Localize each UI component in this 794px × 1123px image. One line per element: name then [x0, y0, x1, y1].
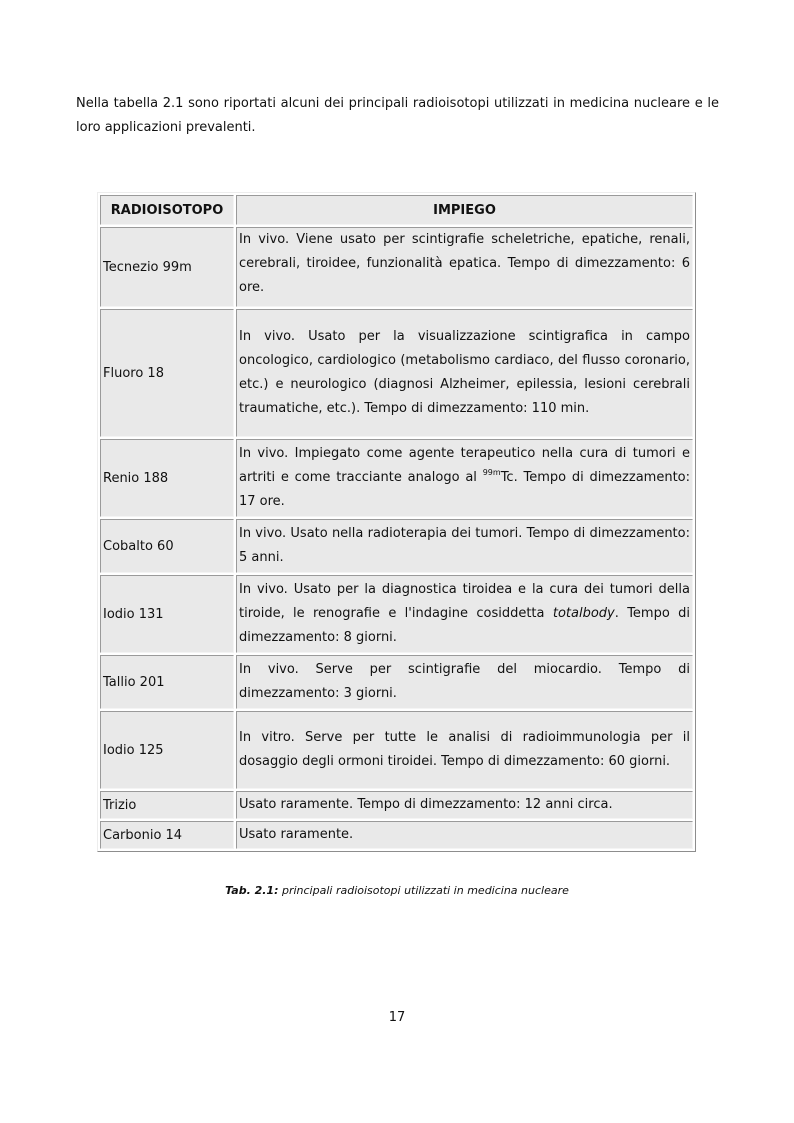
page-number: 17 — [388, 1010, 406, 1025]
isotope-usage: In vivo. Serve per scintigrafie del miocardio. Tempo di dimezzamento: 3 giorni. — [236, 655, 693, 709]
header-radioisotopo: RADIOISOTOPO — [100, 195, 234, 225]
intro-paragraph: Nella tabella 2.1 sono riportati alcuni dei principali radioisotopi utilizzati in medicina nucleare e le loro applicazioni prevalenti. — [76, 96, 719, 135]
isotope-name: Cobalto 60 — [100, 519, 234, 573]
table-row — [100, 791, 693, 819]
table-row — [100, 309, 693, 437]
isotope-usage: Usato raramente. — [236, 821, 693, 849]
caption-text: principali radioisotopi utilizzati in medicina nucleare — [278, 884, 569, 897]
isotope-name: Iodio 125 — [100, 711, 234, 789]
table-row — [100, 821, 693, 849]
table-caption — [0, 884, 794, 897]
isotope-name: Fluoro 18 — [100, 309, 234, 437]
isotope-name: Iodio 131 — [100, 575, 234, 653]
isotope-name: Trizio — [100, 791, 234, 819]
isotope-usage: In vivo. Usato per la visualizzazione scintigrafica in campo oncologico, cardiologico (metabolismo cardiaco, del flusso coronario, etc.) e neurologico (diagnosi Alzheimer, epilessia, lesioni cerebrali traumatiche, etc.). Tempo di dimezzamento: 110 min. — [236, 309, 693, 437]
table-header-row — [100, 195, 693, 225]
usage-italic-term: totalbody — [552, 606, 615, 621]
isotope-usage — [236, 439, 693, 517]
header-impiego: IMPIEGO — [236, 195, 693, 225]
mass-number-superscript: 99m — [482, 468, 501, 477]
table-row — [100, 575, 693, 653]
radioisotope-table-container — [97, 192, 696, 852]
usage-text-after: . Tempo di dimezzamento: 8 giorni. — [239, 606, 690, 645]
table-row — [100, 519, 693, 573]
isotope-name: Tecnezio 99m — [100, 227, 234, 307]
table-row — [100, 227, 693, 307]
usage-text-before: In vivo. Impiegato come agente terapeutico nella cura di tumori e artriti e come tracciante analogo al — [239, 446, 690, 485]
isotope-usage — [236, 575, 693, 653]
usage-text-before: In vivo. Usato per la diagnostica tiroidea e la cura dei tumori della tiroide, le renografie e l'indagine cosiddetta — [239, 582, 690, 621]
table-row — [100, 655, 693, 709]
usage-text-after: Tc. Tempo di dimezzamento: 17 ore. — [239, 470, 690, 509]
isotope-usage: In vivo. Usato nella radioterapia dei tumori. Tempo di dimezzamento: 5 anni. — [236, 519, 693, 573]
isotope-usage: In vitro. Serve per tutte le analisi di radioimmunologia per il dosaggio degli ormoni tiroidei. Tempo di dimezzamento: 60 giorni. — [236, 711, 693, 789]
isotope-name: Carbonio 14 — [100, 821, 234, 849]
isotope-usage: In vivo. Viene usato per scintigrafie scheletriche, epatiche, renali, cerebrali, tiroidee, funzionalità epatica. Tempo di dimezzamento: 6 ore. — [236, 227, 693, 307]
isotope-name: Tallio 201 — [100, 655, 234, 709]
caption-label: Tab. 2.1: — [225, 884, 279, 897]
radioisotope-table — [97, 192, 696, 852]
isotope-name: Renio 188 — [100, 439, 234, 517]
isotope-usage: Usato raramente. Tempo di dimezzamento: 12 anni circa. — [236, 791, 693, 819]
table-row — [100, 711, 693, 789]
table-row — [100, 439, 693, 517]
